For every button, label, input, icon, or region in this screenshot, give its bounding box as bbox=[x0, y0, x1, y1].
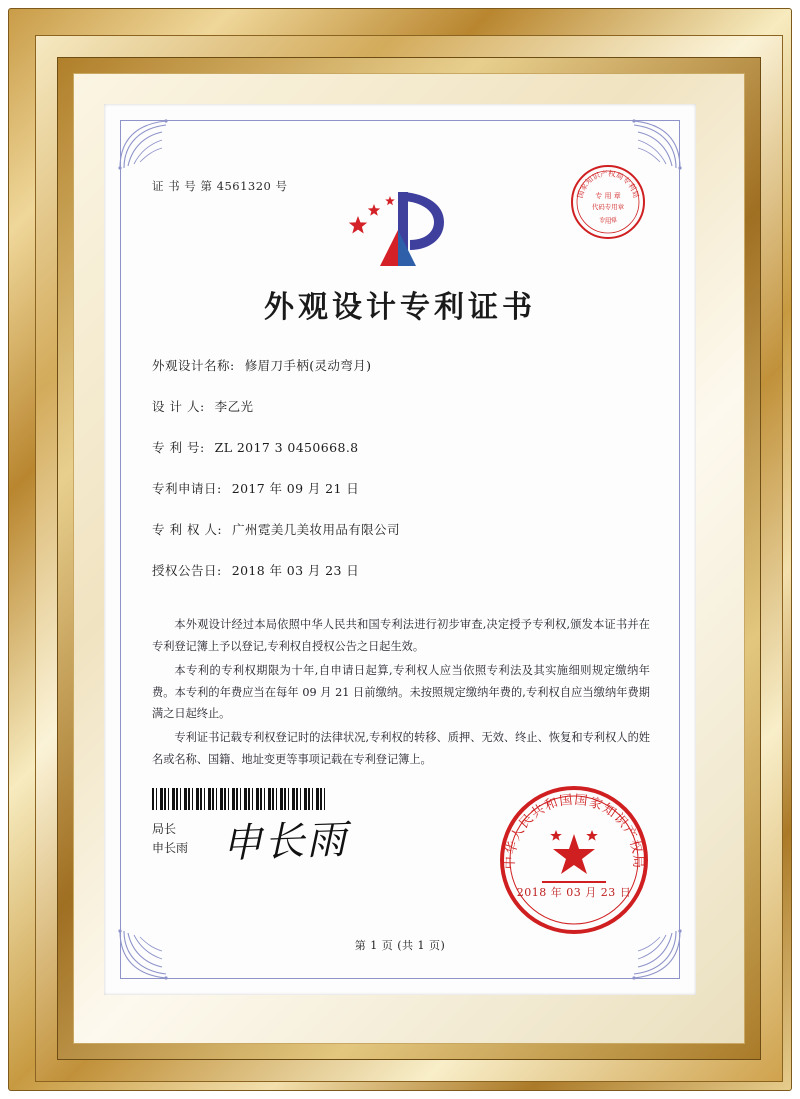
field-value: 广州霓美几美妆用品有限公司 bbox=[232, 522, 400, 537]
field-row bbox=[152, 520, 648, 538]
body-paragraph: 本外观设计经过本局依照中华人民共和国专利法进行初步审查,决定授予专利权,颁发本证书并在专利登记簿上予以登记,专利权自授权公告之日起生效。 bbox=[152, 618, 650, 653]
barcode bbox=[152, 788, 327, 810]
certificate-fields bbox=[152, 356, 648, 602]
field-row bbox=[152, 438, 648, 456]
certificate-body-text bbox=[152, 614, 650, 773]
svg-text:专用章: 专用章 bbox=[597, 215, 619, 226]
director-label: 局长 bbox=[152, 822, 177, 836]
field-label: 专利申请日: bbox=[152, 481, 222, 496]
body-paragraph: 专利证书记载专利权登记时的法律状况,专利权的转移、质押、无效、终止、恢复和专利权人的姓名或名称、国籍、地址变更等事项记载在专利登记簿上。 bbox=[152, 731, 650, 767]
field-label: 外观设计名称: bbox=[152, 358, 235, 373]
field-row bbox=[152, 561, 648, 579]
field-label: 设 计 人: bbox=[152, 399, 205, 414]
director-signature-block bbox=[152, 820, 188, 857]
field-label: 授权公告日: bbox=[152, 563, 222, 578]
field-row bbox=[152, 479, 648, 497]
svg-text:专 用 章: 专 用 章 bbox=[595, 192, 621, 200]
svg-text:国家知识产权局专利局: 国家知识产权局专利局 bbox=[575, 168, 641, 200]
field-value: 李乙光 bbox=[214, 399, 254, 414]
field-label: 专 利 权 人: bbox=[152, 522, 223, 537]
svg-text:代码专用章: 代码专用章 bbox=[592, 203, 624, 211]
svg-text:中华人民共和国国家知识产权局: 中华人民共和国国家知识产权局 bbox=[502, 792, 646, 870]
page-footer: 第 1 页 (共 1 页) bbox=[354, 939, 446, 952]
field-row bbox=[152, 356, 648, 374]
handwritten-signature: 申长雨 bbox=[221, 816, 349, 868]
certificate-number: 证 书 号 第 4561320 号 bbox=[152, 179, 288, 193]
field-value: 2018 年 03 月 23 日 bbox=[231, 563, 360, 578]
field-value: 2017 年 09 月 21 日 bbox=[231, 481, 360, 496]
field-row bbox=[152, 397, 648, 415]
body-paragraph: 本专利的专利权期限为十年,自申请日起算,专利权人应当依照专利法及其实施细则规定缴纳年费。本专利的年费应当在每年 09 月 21 日前缴纳。未按照规定缴纳年费的,专利权自应当缴纳年费期满之日起终止。 bbox=[152, 663, 650, 721]
document-title: 外观设计专利证书 bbox=[264, 290, 536, 325]
corner-ornament-icon bbox=[612, 118, 682, 170]
field-value: ZL 2017 3 0450668.8 bbox=[214, 440, 359, 455]
certificate-document bbox=[104, 104, 696, 995]
corner-ornament-icon bbox=[118, 118, 188, 170]
cnipa-logo-icon bbox=[340, 186, 460, 272]
seal-date: 2018 年 03 月 23 日 bbox=[516, 886, 632, 899]
field-value: 修眉刀手柄(灵动弯月) bbox=[244, 358, 372, 373]
field-label: 专 利 号: bbox=[152, 440, 205, 455]
official-seal-top bbox=[570, 164, 646, 240]
director-name: 申长雨 bbox=[152, 840, 189, 855]
official-seal-national bbox=[498, 784, 650, 936]
